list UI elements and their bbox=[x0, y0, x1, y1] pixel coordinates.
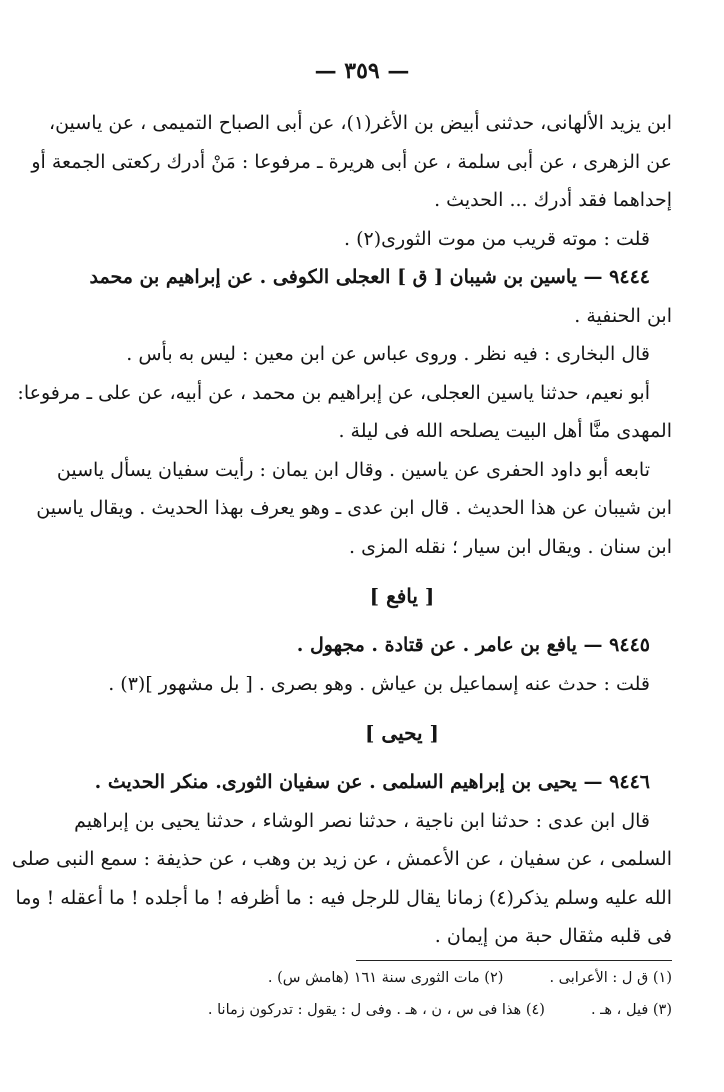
text-line: ابن الحنفية . bbox=[574, 304, 672, 327]
footnotes bbox=[207, 962, 672, 1026]
page-number: — ٣٥٩ — bbox=[314, 58, 410, 84]
text-line: عن الزهرى ، عن أبى سلمة ، عن أبى هريرة ـ مرفوعا : مَنْ أدرك ركعتى الجمعة أو bbox=[31, 150, 672, 173]
text-line: المهدى منَّا أهل البيت يصلحه الله فى ليلة . bbox=[338, 420, 672, 442]
text-line: ابن سنان . ويقال ابن سيار ؛ نقله المزى . bbox=[349, 535, 672, 558]
text-line: قلت : حدث عنه إسماعيل بن عياش . وهو بصرى . [ بل مشهور ](٣) . bbox=[108, 672, 650, 695]
text-line: تابعه أبو داود الحفرى عن ياسين . وقال ابن يمان : رأيت سفيان يسأل ياسين bbox=[56, 458, 650, 481]
text-line: الله عليه وسلم يذكر(٤) زمانا يقال للرجل فيه : ما أظرفه ! ما أجلده ! ما أعقله ! وما bbox=[15, 886, 672, 909]
text-line: السلمى ، عن سفيان ، عن الأعمش ، عن زيد بن وهب ، عن حذيفة : سمع النبى صلى bbox=[11, 848, 672, 870]
footnote-row bbox=[210, 962, 672, 994]
footnote-row bbox=[207, 994, 672, 1026]
text-line: فى قلبه مثقال حبة من إيمان . bbox=[434, 925, 672, 947]
text-line: ابن شيبان عن هذا الحديث . قال ابن عدى ـ وهو يعرف بهذا الحديث . ويقال ياسين bbox=[36, 497, 672, 519]
text-line: قال ابن عدى : حدثنا ابن ناجية ، حدثنا نصر الوشاء ، حدثنا يحيى بن إبراهيم bbox=[74, 809, 650, 832]
section-heading-yahya: [ يحيى ] bbox=[364, 721, 440, 745]
main-text bbox=[11, 104, 672, 956]
section-heading-yafi: [ يافع ] bbox=[369, 584, 435, 608]
footnote-1: (١) ق ل : الأعرابى . bbox=[549, 970, 672, 986]
text-line: قال البخارى : فيه نظر . وروى عباس عن ابن معين : ليس به بأس . bbox=[126, 343, 650, 365]
footnote-2: (٢) مات الثورى سنة ١٦١ (هامش س) . bbox=[267, 970, 504, 986]
footnote-divider bbox=[356, 960, 672, 961]
entry-9445-line: ٩٤٤٥ — يافع بن عامر . عن قتادة . مجهول . bbox=[296, 634, 650, 656]
text-line: أبو نعيم، حدثنا ياسين العجلى، عن إبراهيم بن محمد ، عن أبيه، عن على ـ مرفوعا: bbox=[17, 381, 650, 404]
entry-9444-line: ٩٤٤٤ — ياسين بن شيبان [ ق ] العجلى الكوفى . عن إبراهيم بن محمد bbox=[89, 266, 650, 288]
footnote-3: (٣) فيل ، هـ . bbox=[590, 1002, 672, 1018]
entry-9446-line: ٩٤٤٦ — يحيى بن إبراهيم السلمى . عن سفيان الثورى. منكر الحديث . bbox=[94, 771, 650, 793]
text-line: قلت : موته قريب من موت الثورى(٢) . bbox=[344, 227, 650, 250]
footnote-4: (٤) هذا فى س ، ن ، هـ . وفى ل : يقول : تدركون زمانا . bbox=[207, 1002, 545, 1018]
text-line: ابن يزيد الألهانى، حدثنى أبيض بن الأغر(١)، عن أبى الصباح التميمى ، عن ياسين، bbox=[48, 112, 672, 134]
text-line: إحداهما فقد أدرك ... الحديث . bbox=[434, 189, 672, 211]
